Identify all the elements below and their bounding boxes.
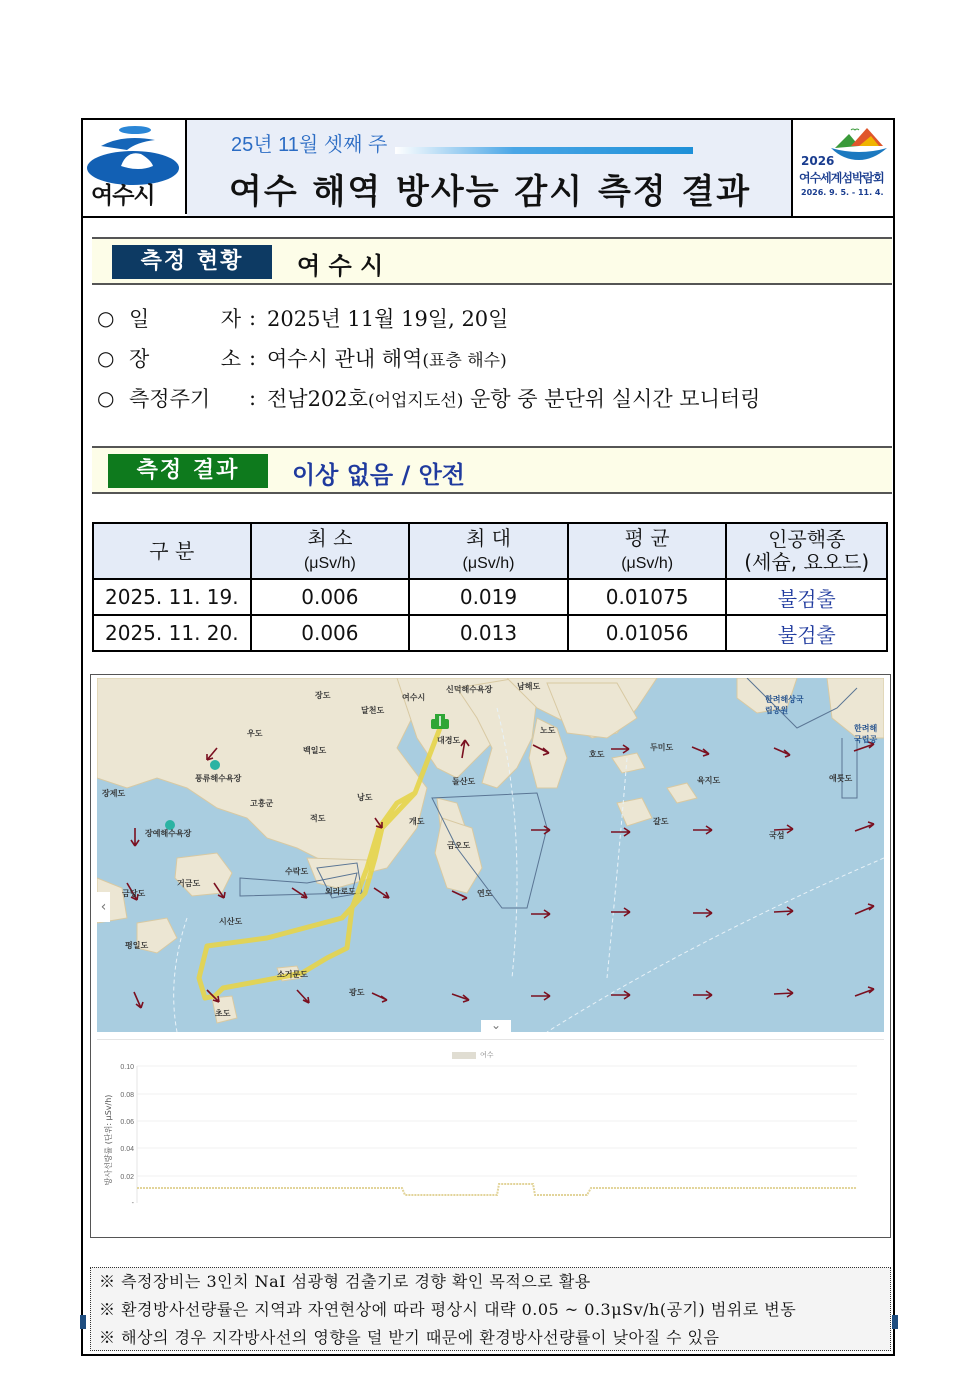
map-label: 돌산도 bbox=[452, 777, 476, 786]
title-panel bbox=[187, 120, 793, 216]
map-label: 여수시 bbox=[402, 693, 426, 702]
table-row bbox=[93, 615, 887, 651]
detail-label: 일 자 bbox=[129, 307, 241, 331]
cell-avg: 0.01075 bbox=[568, 579, 727, 615]
detail-cycle bbox=[97, 378, 887, 418]
map-label: 한려해상국립공원 bbox=[765, 695, 804, 715]
svg-text:0.10: 0.10 bbox=[120, 1064, 134, 1071]
dose-rate-chart bbox=[97, 1039, 884, 1235]
colon: : bbox=[249, 306, 257, 330]
cell-nuclide: 불검출 bbox=[726, 615, 887, 651]
expo-name: 여수세계섬박람회 bbox=[799, 171, 884, 185]
result-value: 이상 없음 / 안전 bbox=[292, 461, 465, 489]
status-value: 여 수 시 bbox=[297, 252, 384, 280]
cell-max: 0.019 bbox=[409, 579, 568, 615]
status-badge: 측정 현황 bbox=[112, 245, 272, 279]
result-badge: 측정 결과 bbox=[108, 454, 268, 488]
map-label: 갈도 bbox=[653, 817, 669, 826]
cell-min: 0.006 bbox=[251, 615, 410, 651]
map-label: 노도 bbox=[540, 726, 556, 735]
expo-dates: 2026. 9. 5. - 11. 4. bbox=[801, 188, 884, 197]
map-label: 수락도 bbox=[285, 867, 309, 876]
notes-box bbox=[90, 1267, 891, 1351]
col-header-category: 구 분 bbox=[93, 523, 251, 579]
detail-label: 측정주기 bbox=[129, 387, 211, 411]
cell-nuclide: 불검출 bbox=[726, 579, 887, 615]
map-label: 광도 bbox=[349, 988, 365, 997]
city-logo-text: 여수시 bbox=[91, 183, 155, 209]
cell-min: 0.006 bbox=[251, 579, 410, 615]
yeosu-city-logo bbox=[83, 120, 187, 214]
results-table bbox=[92, 522, 888, 652]
expo-mountain-icon bbox=[829, 126, 889, 162]
map-label: 남해도 bbox=[517, 682, 541, 691]
cell-avg: 0.01056 bbox=[568, 615, 727, 651]
map-label: 초도 bbox=[215, 1009, 231, 1018]
map-label: 거금도 bbox=[177, 879, 201, 888]
circle-bullet-icon: ○ bbox=[97, 346, 115, 370]
map-label: 국섬 bbox=[769, 831, 785, 840]
map-prev-button[interactable]: ‹ bbox=[97, 892, 110, 922]
col-header-max: 최 대 (μSv/h) bbox=[409, 523, 568, 579]
map-graphic bbox=[97, 678, 884, 1032]
map-label: 적도 bbox=[310, 814, 326, 823]
colon: : bbox=[249, 346, 257, 370]
map-label: 한려해국립공 bbox=[854, 724, 878, 744]
map-label: 개도 bbox=[409, 817, 425, 826]
cell-date: 2025. 11. 19. bbox=[93, 579, 251, 615]
detail-value: 2025년 11월 19일, 20일 bbox=[267, 307, 509, 331]
page-title: 여수 해역 방사능 감시 측정 결과 bbox=[229, 172, 752, 212]
map-label: 평일도 bbox=[125, 941, 149, 950]
map-label: 우도 bbox=[247, 729, 263, 738]
detail-value-tail: 운항 중 분단위 실시간 모니터링 bbox=[463, 387, 761, 411]
col-header-min: 최 소 (μSv/h) bbox=[251, 523, 410, 579]
col-header-nuclide: 인공핵종 (세슘, 요오드) bbox=[726, 523, 887, 579]
expo-logo bbox=[793, 120, 893, 216]
map-label: 연도 bbox=[477, 889, 493, 898]
map-label: 장예해수욕장 bbox=[145, 829, 192, 838]
cell-date: 2025. 11. 20. bbox=[93, 615, 251, 651]
map-label: 소거문도 bbox=[277, 970, 308, 979]
detail-note: (표층 해수) bbox=[422, 350, 507, 371]
map-label: 호도 bbox=[589, 750, 605, 759]
map-label: 낭도 bbox=[357, 793, 373, 802]
table-row bbox=[93, 579, 887, 615]
table-header-row bbox=[93, 523, 887, 579]
measurement-details bbox=[97, 298, 887, 418]
report-page bbox=[81, 118, 895, 1356]
detail-label: 장 소 bbox=[129, 347, 241, 371]
svg-text:방사선량률 (단위: μSv/h): 방사선량률 (단위: μSv/h) bbox=[104, 1094, 113, 1186]
map-label: 두미도 bbox=[650, 743, 674, 752]
monitoring-panel bbox=[90, 674, 891, 1238]
chart-graphic bbox=[97, 1040, 884, 1235]
note-item: ※ 측정장비는 3인치 NaI 섬광형 검출기로 경향 확인 목적으로 활용 bbox=[99, 1272, 591, 1291]
svg-text:0.04: 0.04 bbox=[120, 1146, 134, 1153]
svg-text:0.08: 0.08 bbox=[120, 1092, 134, 1099]
map-label: 풍류해수욕장 bbox=[195, 774, 242, 783]
map-label: 고흥군 bbox=[250, 799, 274, 808]
report-header bbox=[83, 120, 893, 218]
map-label: 달천도 bbox=[361, 706, 385, 715]
note-item: ※ 환경방사선량률은 지역과 자연현상에 따라 평상시 대략 0.05 ~ 0.3μSv/h(공기) 범위로 변동 bbox=[99, 1300, 797, 1319]
map-label: 애틋도 bbox=[829, 774, 853, 783]
circle-bullet-icon: ○ bbox=[97, 386, 115, 410]
map-label: 신덕해수욕장 bbox=[446, 685, 493, 694]
cell-max: 0.013 bbox=[409, 615, 568, 651]
detail-date bbox=[97, 298, 887, 338]
map-label: 시산도 bbox=[219, 917, 243, 926]
svg-text:0.06: 0.06 bbox=[120, 1119, 134, 1126]
svg-text:-: - bbox=[131, 1200, 134, 1207]
result-section bbox=[92, 446, 892, 494]
map-label: 장제도 bbox=[102, 789, 126, 798]
route-map[interactable] bbox=[97, 678, 884, 1032]
detail-value: 여수시 관내 해역 bbox=[267, 347, 423, 371]
week-subtitle: 25년 11월 셋째 주 bbox=[231, 134, 388, 156]
detail-note: (어업지도선) bbox=[367, 390, 464, 411]
detail-location bbox=[97, 338, 887, 378]
map-label: 육지도 bbox=[697, 776, 721, 785]
map-label: 백일도 bbox=[303, 746, 327, 755]
note-item: ※ 해상의 경우 지각방사선의 영향을 덜 받기 때문에 환경방사선량률이 낮아질 수 있음 bbox=[99, 1328, 720, 1347]
svg-text:0.02: 0.02 bbox=[120, 1174, 134, 1181]
map-label: 금당도 bbox=[122, 889, 146, 898]
expo-year: 2026 bbox=[801, 154, 835, 168]
right-edge-marker bbox=[892, 1315, 898, 1329]
map-label: 장도 bbox=[315, 691, 331, 700]
chart-legend-label: 여수 bbox=[480, 1051, 494, 1059]
map-collapse-button[interactable]: ⌄ bbox=[481, 1020, 511, 1032]
circle-bullet-icon: ○ bbox=[97, 306, 115, 330]
subtitle-decor-bar bbox=[395, 147, 693, 154]
col-header-avg: 평 균 (μSv/h) bbox=[568, 523, 727, 579]
status-section bbox=[92, 237, 892, 285]
map-label: 금오도 bbox=[447, 841, 471, 850]
detail-value: 전남202호 bbox=[267, 387, 368, 411]
colon: : bbox=[249, 386, 257, 410]
left-edge-marker bbox=[80, 1315, 86, 1329]
map-label: 대경도 bbox=[437, 736, 461, 745]
map-label: 외라로도 bbox=[325, 887, 356, 896]
